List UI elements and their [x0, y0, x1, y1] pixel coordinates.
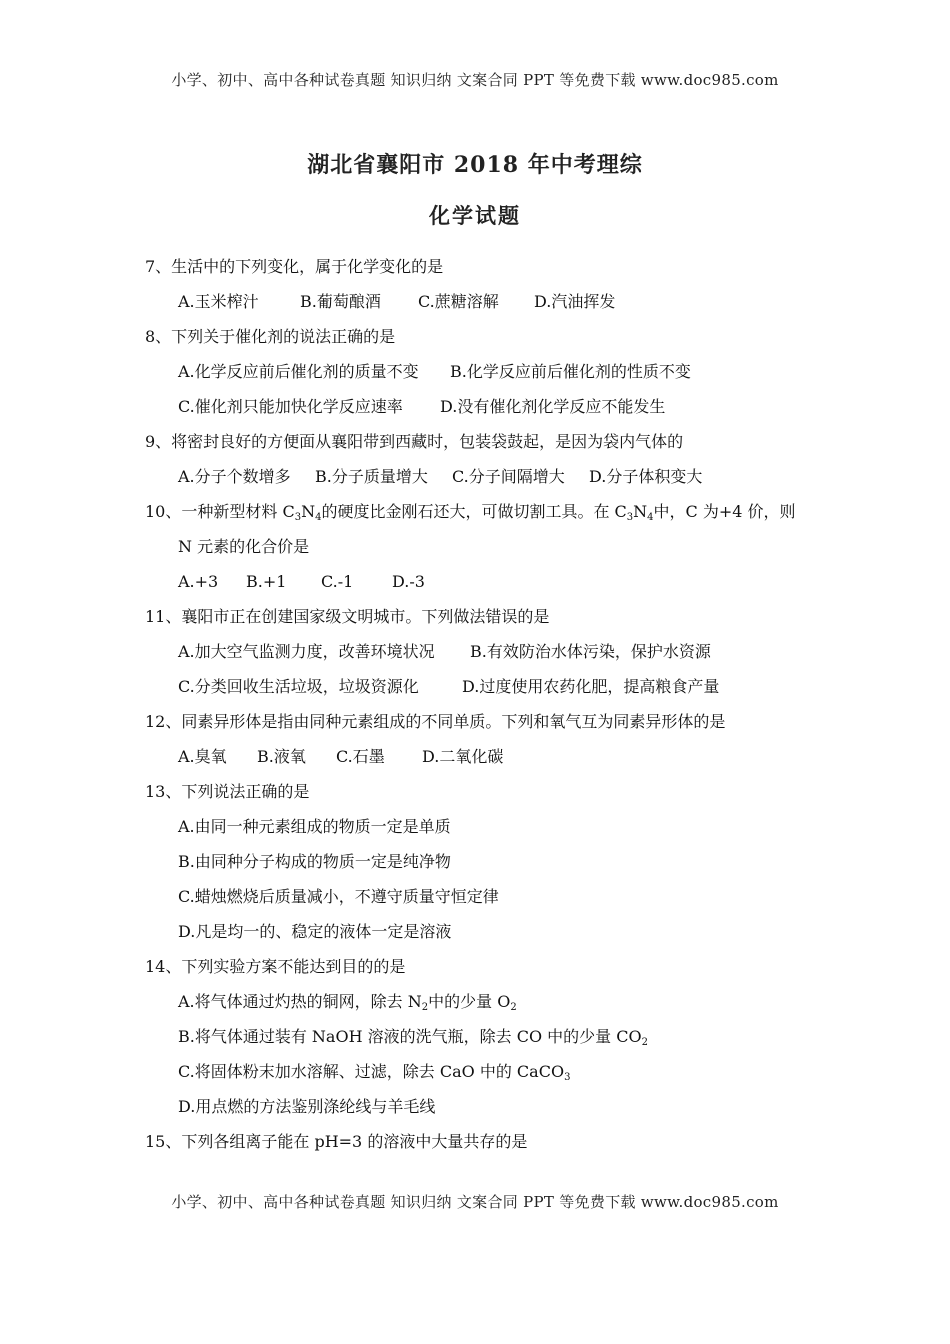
question-9-stem: 9、将密封良好的方便面从襄阳带到西藏时，包装袋鼓起，是因为袋内气体的 [145, 432, 684, 451]
option-a: A.由同一种元素组成的物质一定是单质 [178, 817, 451, 836]
question-10-stem: 10、一种新型材料 $C_3N_4$的硬度比金刚石还大，可做切割工具。在 $C_3N_4$中，C 为+4 价，则 [145, 502, 796, 523]
option-a: A.臭氧 [178, 747, 227, 766]
question-8-options-cd [145, 394, 805, 429]
option-d: D.分子体积变大 [589, 467, 703, 486]
option-b: B.由同种分子构成的物质一定是纯净物 [178, 852, 451, 871]
option-d: D.二氧化碳 [422, 747, 504, 766]
option-b: B.化学反应前后催化剂的性质不变 [450, 362, 691, 381]
option-d: D.凡是均一的、稳定的液体一定是溶液 [178, 922, 452, 941]
option-a: A.加大空气监测力度，改善环境状况 [178, 642, 435, 661]
option-a: A.玉米榨汁 [178, 292, 259, 311]
question-11-options-ab [145, 639, 805, 674]
option-b: B.有效防治水体污染，保护水资源 [470, 642, 711, 661]
question-9-options [145, 464, 805, 499]
option-d: D.-3 [392, 572, 425, 591]
option-d: D.没有催化剂化学反应不能发生 [440, 397, 666, 416]
option-c: C.分类回收生活垃圾，垃圾资源化 [178, 677, 419, 696]
option-d: D.用点燃的方法鉴别涤纶线与羊毛线 [178, 1097, 436, 1116]
question-10-options [145, 569, 805, 604]
option-c: C.蜡烛燃烧后质量减小，不遵守质量守恒定律 [178, 887, 499, 906]
option-c: C.蔗糖溶解 [418, 292, 499, 311]
question-15-stem: 15、下列各组离子能在 pH=3 的溶液中大量共存的是 [145, 1132, 528, 1151]
question-10-stem-cont: N 元素的化合价是 [178, 537, 310, 556]
option-b: B.+1 [246, 572, 287, 591]
page-footer: 小学、初中、高中各种试卷真题 知识归纳 文案合同 PPT 等免费下载 www.doc985.com [171, 1193, 779, 1211]
option-c: C.石墨 [336, 747, 385, 766]
option-a: A.分子个数增多 [178, 467, 291, 486]
question-11-stem: 11、襄阳市正在创建国家级文明城市。下列做法错误的是 [145, 607, 550, 626]
page-header: 小学、初中、高中各种试卷真题 知识归纳 文案合同 PPT 等免费下载 www.doc985.com [171, 71, 779, 89]
option-a: A.将气体通过灼热的铜网，除去 $N_2$中的少量 $O_2$ [178, 992, 517, 1013]
question-7-options [145, 289, 805, 324]
question-list [145, 254, 805, 1164]
option-c: C.催化剂只能加快化学反应速率 [178, 397, 403, 416]
question-11-options-cd [145, 674, 805, 709]
question-14-stem: 14、下列实验方案不能达到目的的是 [145, 957, 406, 976]
option-d: D.过度使用农药化肥，提高粮食产量 [462, 677, 720, 696]
option-a: A.+3 [178, 572, 219, 591]
option-c: C.分子间隔增大 [452, 467, 565, 486]
option-b: B.葡萄酿酒 [300, 292, 381, 311]
option-b: B.分子质量增大 [315, 467, 428, 486]
question-12-options [145, 744, 805, 779]
question-8-stem: 8、下列关于催化剂的说法正确的是 [145, 327, 396, 346]
option-c: C.-1 [321, 572, 354, 591]
question-7-stem: 7、生活中的下列变化，属于化学变化的是 [145, 257, 444, 276]
question-13-stem: 13、下列说法正确的是 [145, 782, 310, 801]
page-subtitle: 化学试题 [429, 203, 521, 228]
question-8-options-ab [145, 359, 805, 394]
page-title: 湖北省襄阳市 2018 年中考理综 [307, 152, 643, 178]
option-b: B.液氧 [257, 747, 306, 766]
option-a: A.化学反应前后催化剂的质量不变 [178, 362, 419, 381]
option-d: D.汽油挥发 [534, 292, 616, 311]
option-c: C.将固体粉末加水溶解、过滤，除去 CaO 中的 CaCO$_3$ [178, 1062, 571, 1083]
option-b: B.将气体通过装有 NaOH 溶液的洗气瓶，除去 CO 中的少量 $CO_2$ [178, 1027, 648, 1048]
question-12-stem: 12、同素异形体是指由同种元素组成的不同单质。下列和氧气互为同素异形体的是 [145, 712, 726, 731]
